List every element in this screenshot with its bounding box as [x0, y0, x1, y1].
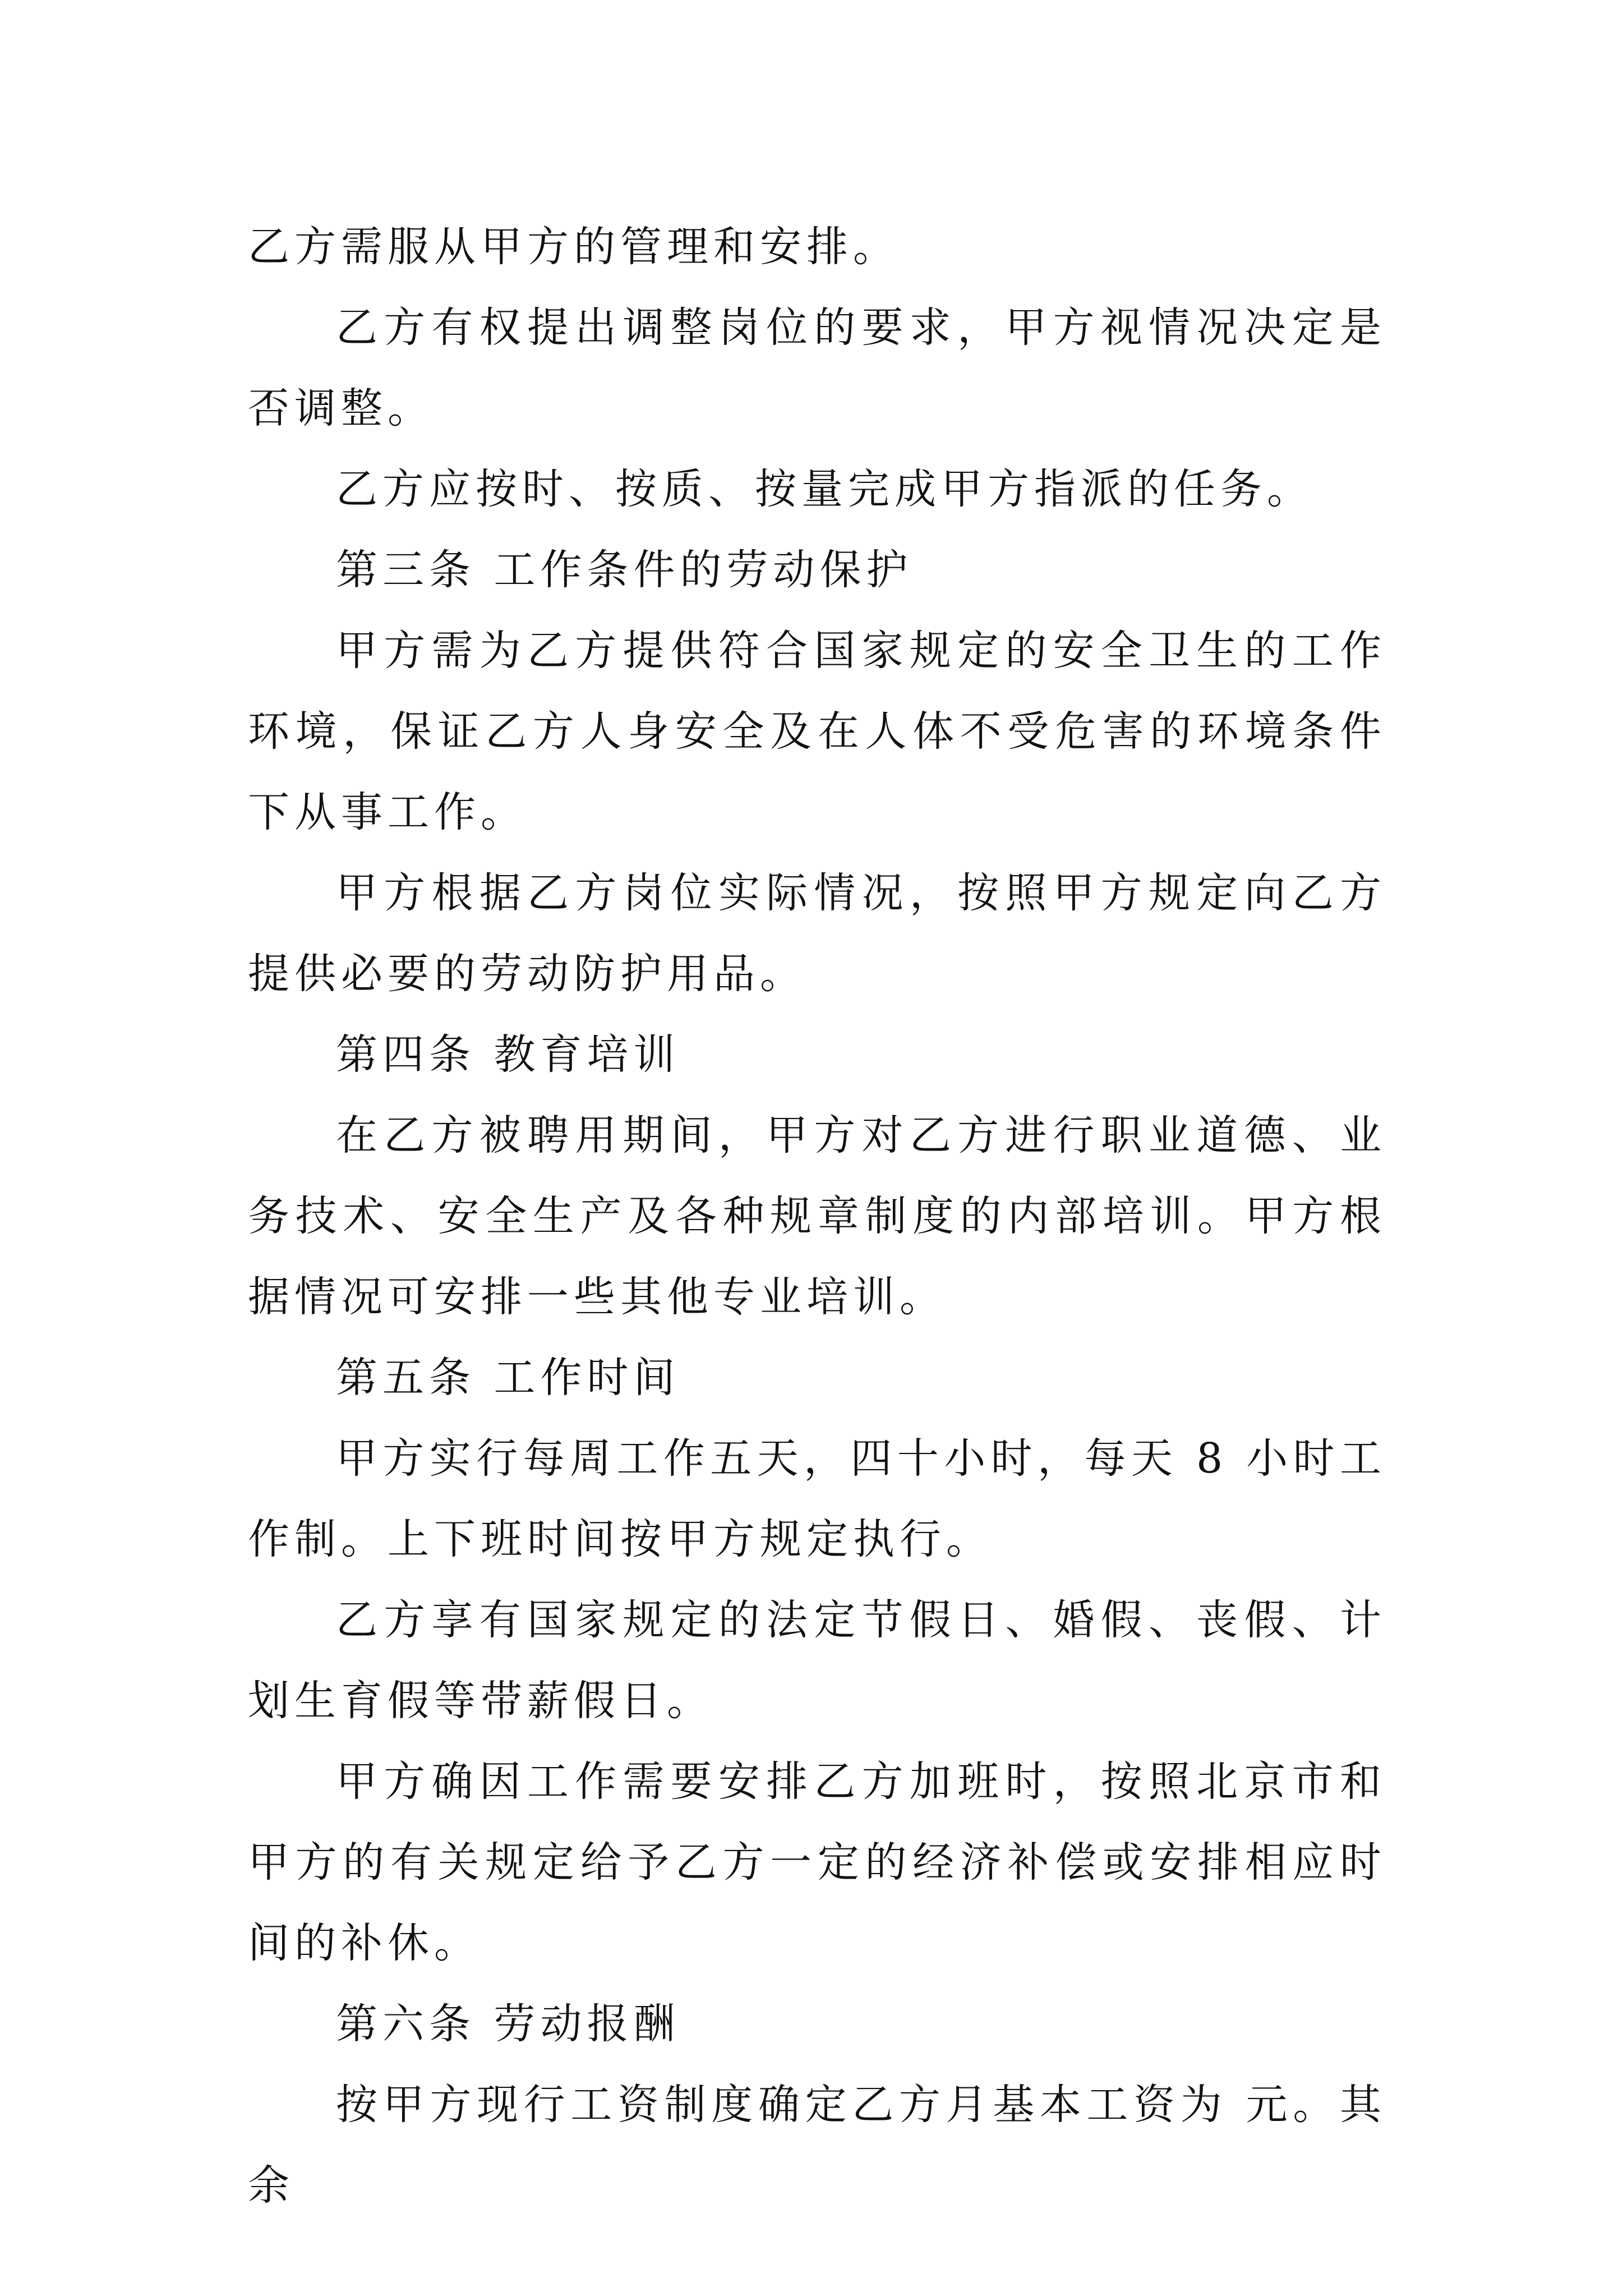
- paragraph-paid-holidays: 乙方享有国家规定的法定节假日、婚假、丧假、计划生育假等带薪假日。: [248, 1596, 1386, 1725]
- paragraph-position-adjustment: 乙方有权提出调整岗位的要求，甲方视情况决定是否调整。: [248, 303, 1386, 432]
- article-5-heading: 第五条 工作时间: [336, 1354, 680, 1402]
- article-4-heading: 第四条 教育培训: [336, 1030, 680, 1079]
- paragraph-work-schedule: 甲方实行每周工作五天，四十小时，每天 8 小时工作制。上下班时间按甲方规定执行。: [248, 1434, 1386, 1563]
- paragraph-safe-environment: 甲方需为乙方提供符合国家规定的安全卫生的工作环境，保证乙方人身安全及在人体不受危害的环境条件下从事工作。: [248, 627, 1386, 836]
- article-6-heading: 第六条 劳动报酬: [336, 2000, 680, 2048]
- paragraph-training: 在乙方被聘用期间，甲方对乙方进行职业道德、业务技术、安全生产及各种规章制度的内部培训。甲方根据情况可安排一些其他专业培训。: [248, 1111, 1386, 1321]
- paragraph-management-compliance: 乙方需服从甲方的管理和安排。: [248, 223, 900, 271]
- paragraph-overtime: 甲方确因工作需要安排乙方加班时，按照北京市和甲方的有关规定给予乙方一定的经济补偿或安排相应时间的补休。: [248, 1757, 1386, 1967]
- contract-body: [248, 206, 1386, 2226]
- paragraph-protective-equipment: 甲方根据乙方岗位实际情况，按照甲方规定向乙方提供必要的劳动防护用品。: [248, 869, 1386, 998]
- paragraph-base-salary: 按甲方现行工资制度确定乙方月基本工资为 元。其余: [248, 2081, 1386, 2210]
- paragraph-task-completion: 乙方应按时、按质、按量完成甲方指派的任务。: [336, 465, 1313, 513]
- article-3-heading: 第三条 工作条件的劳动保护: [336, 546, 913, 594]
